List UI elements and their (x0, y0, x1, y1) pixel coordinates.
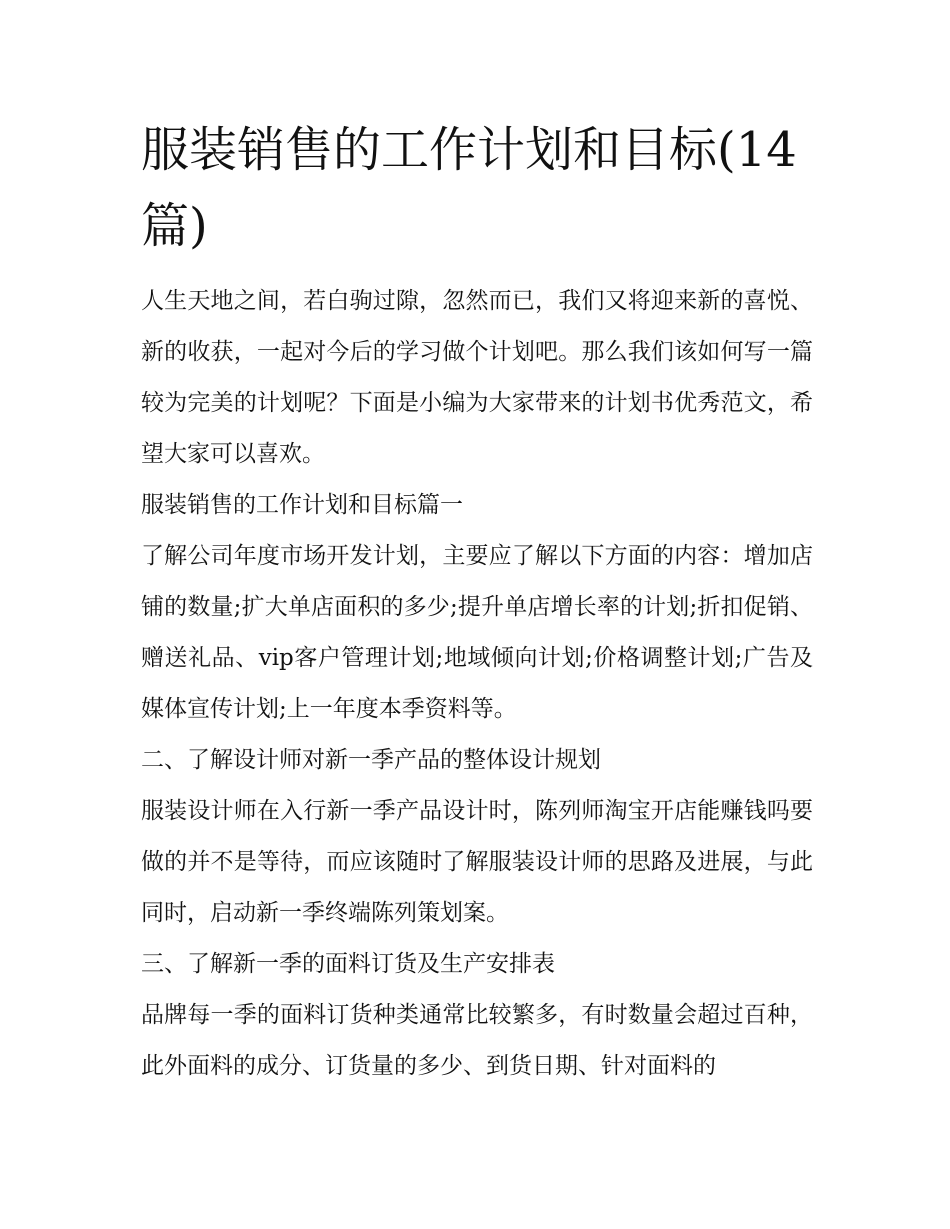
heading-designer-plan: 二、了解设计师对新一季产品的整体设计规划 (141, 747, 601, 773)
paragraph-market-plan: 了解公司年度市场开发计划，主要应了解以下方面的内容：增加店铺的数量;扩大单店面积的多少;提升单店增长率的计划;折扣促销、赠送礼品、vip客户管理计划;地域倾向计划;价格调整计划;广告及媒体宣传计划;上一年度本季资料等。 (141, 543, 813, 722)
document-body (141, 112, 813, 1092)
heading-fabric-order: 三、了解新一季的面料订货及生产安排表 (141, 951, 555, 977)
paragraph-designer-plan: 服装设计师在入行新一季产品设计时，陈列师淘宝开店能赚钱吗要做的并不是等待，而应该随时了解服装设计师的思路及进展，与此同时，启动新一季终端陈列策划案。 (141, 798, 813, 926)
section-title: 服装销售的工作计划和目标篇一 (141, 492, 463, 518)
document-title: 服装销售的工作计划和目标(14篇) (141, 122, 797, 254)
intro-paragraph: 人生天地之间，若白驹过隙，忽然而已，我们又将迎来新的喜悦、新的收获，一起对今后的学习做个计划吧。那么我们该如何写一篇较为完美的计划呢？下面是小编为大家带来的计划书优秀范文，希望大家可以喜欢。 (141, 288, 813, 467)
paragraph-fabric-order: 品牌每一季的面料订货种类通常比较繁多，有时数量会超过百种，此外面料的成分、订货量的多少、到货日期、针对面料的 (141, 1002, 813, 1079)
